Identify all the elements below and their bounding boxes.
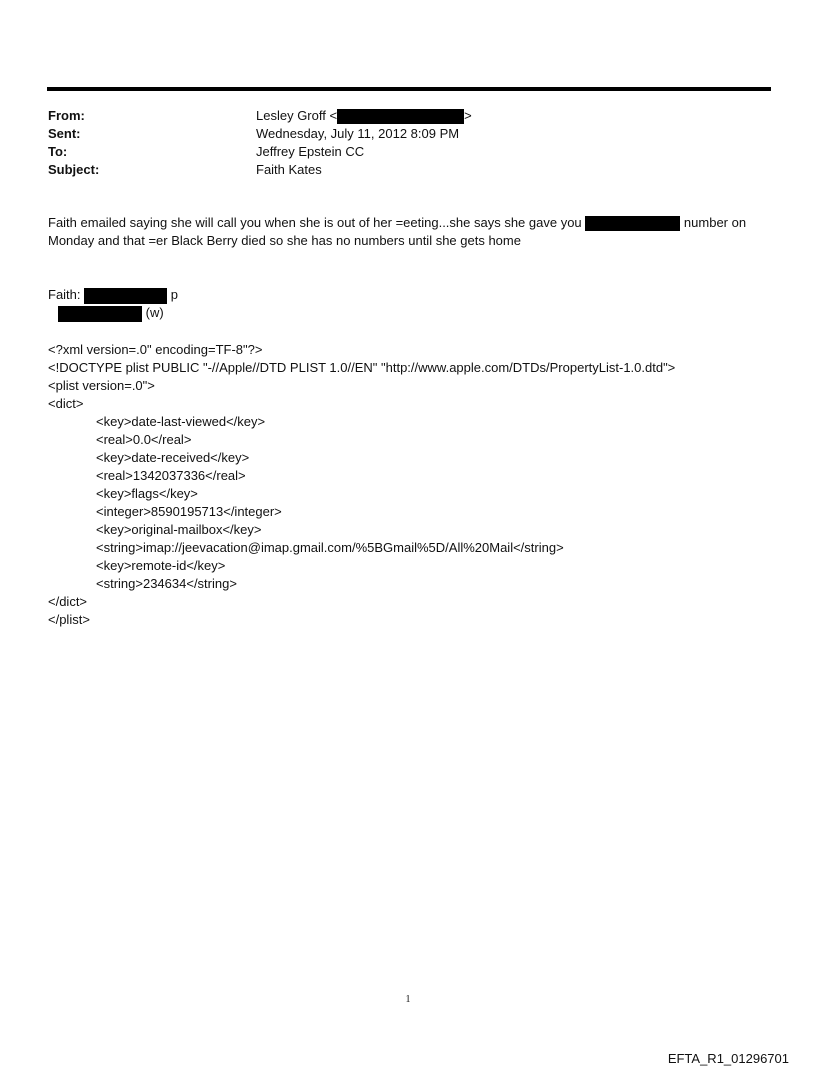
from-value [256,107,472,125]
xml-line: </plist> [48,612,90,627]
sent-value: Wednesday, July 11, 2012 8:09 PM [256,126,460,141]
sent-label: Sent: [48,126,81,141]
xml-line: <key>flags</key> [96,486,198,501]
xml-line: <string>234634</string> [96,576,237,591]
subject-value: Faith Kates [256,162,322,177]
email-header [48,107,768,179]
xml-line: </dict> [48,594,88,609]
xml-line: <integer>8590195713</integer> [96,504,282,519]
redaction-box [337,109,464,124]
contact-line-1 [48,286,448,304]
to-value: Jeffrey Epstein CC [256,144,365,159]
from-label: From: [48,108,85,123]
header-rule [47,87,771,91]
xml-line: <key>date-last-viewed</key> [96,414,266,429]
xml-line: <plist version=.0"> [48,378,155,393]
bates-number: EFTA_R1_01296701 [667,1051,789,1066]
contact-phone-type-w: (w) [145,305,164,320]
email-body [48,214,772,250]
body-line-2: Monday and that =er Black Berry died so she has no numbers until she gets home [48,233,521,248]
body-line-1-start: Faith emailed saying she will call you when she is out of her =eeting...she says she gave you [48,215,582,230]
from-name: Lesley Groff < [256,108,338,123]
xml-line: <dict> [48,396,84,411]
to-label: To: [48,144,68,159]
contact-block [48,286,448,322]
from-bracket: > [464,108,472,123]
body-line-1-end: number on [683,215,747,230]
xml-line: <!DOCTYPE plist PUBLIC "-//Apple//DTD PLIST 1.0//EN" "http://www.apple.com/DTDs/PropertyList-1.0.dtd"> [48,360,676,375]
body-line-1 [48,214,772,232]
sent-row [48,125,768,143]
xml-line: <real>0.0</real> [96,432,192,447]
xml-line: <string>imap://jeevacation@imap.gmail.com/%5BGmail%5D/All%20Mail</string> [96,540,564,555]
xml-line: <real>1342037336</real> [96,468,246,483]
from-row [48,107,768,125]
redaction-box [585,216,680,231]
redaction-box [84,288,167,304]
xml-line: <key>date-received</key> [96,450,250,465]
contact-label: Faith: [48,287,81,302]
subject-label: Subject: [48,162,100,177]
redaction-box [58,306,142,322]
subject-row [48,161,768,179]
to-row [48,143,768,161]
xml-line: <key>remote-id</key> [96,558,226,573]
xml-line: <key>original-mailbox</key> [96,522,262,537]
page-number: 1 [405,994,411,1005]
contact-line-2 [48,304,448,322]
contact-phone-type-p: p [170,287,178,302]
xml-line: <?xml version=.0" encoding=TF-8"?> [48,342,263,357]
xml-plist-block [48,341,788,629]
